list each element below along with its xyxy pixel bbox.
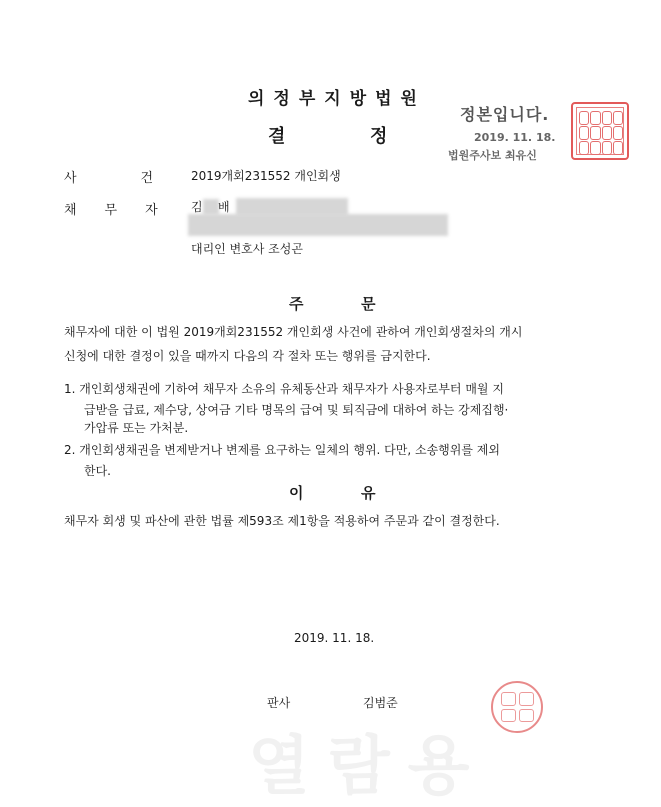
debtor-name-second: 배 <box>218 200 230 214</box>
certified-copy-label: 정본입니다. <box>460 105 550 124</box>
order-item-1-line-3: 가압류 또는 가처분. <box>84 421 189 435</box>
order-item-1-line-2: 급받을 급료, 제수당, 상여금 기타 명목의 급여 및 퇴직금에 대하여 하는 강제집행· <box>84 403 509 417</box>
order-paragraph-line-1: 채무자에 대한 이 법원 2019개회231552 개인회생 사건에 관하여 개인회생절차의 개시 <box>64 325 523 339</box>
debtor-label: 채무자 <box>64 203 186 218</box>
document-title <box>268 122 387 148</box>
order-heading-char-1: 주 <box>289 295 304 313</box>
order-paragraph <box>64 320 522 368</box>
reason-text: 채무자 회생 및 파산에 관한 법률 제593조 제1항을 적용하여 주문과 같이 결정한다. <box>64 514 500 528</box>
court-official-seal-icon <box>571 102 629 160</box>
order-paragraph-line-2: 신청에 대한 결정이 있을 때까지 다음의 각 절차 또는 행위를 금지한다. <box>64 349 431 363</box>
reason-heading-char-2: 유 <box>361 484 376 502</box>
representative: 대리인 변호사 조성곤 <box>191 242 303 256</box>
order-heading <box>289 293 376 314</box>
redacted-address <box>188 214 448 236</box>
judge-seal-icon <box>491 681 543 733</box>
certification-date: 2019. 11. 18. <box>474 131 556 144</box>
case-label: 사건 <box>64 171 218 186</box>
order-item-1-line-1: 1. 개인회생채권에 기하여 채무자 소유의 유체동산과 채무자가 사용자로부터 매월 지 <box>64 382 504 396</box>
redacted-block <box>203 199 219 215</box>
certifying-officer: 법원주사보 최유신 <box>448 149 537 162</box>
order-item-2-line-1: 2. 개인회생채권을 변제받거나 변제를 요구하는 일체의 행위. 다만, 소송행위를 제외 <box>64 443 500 457</box>
court-name: 의정부지방법원 <box>248 89 426 109</box>
reason-heading <box>289 482 376 503</box>
debtor-name-first: 김 <box>191 200 203 214</box>
judge-label: 판사 <box>267 696 291 710</box>
reason-heading-char-1: 이 <box>289 484 304 502</box>
order-item-2-line-2: 한다. <box>84 464 111 478</box>
case-number: 2019개회231552 개인회생 <box>191 169 341 183</box>
watermark: 열람용 <box>248 730 488 804</box>
order-heading-char-2: 문 <box>361 295 376 313</box>
document-title-char-1: 결 <box>268 126 286 147</box>
decision-date: 2019. 11. 18. <box>294 631 375 645</box>
document-title-char-2: 정 <box>369 126 388 147</box>
judge-name: 김범준 <box>363 696 398 710</box>
